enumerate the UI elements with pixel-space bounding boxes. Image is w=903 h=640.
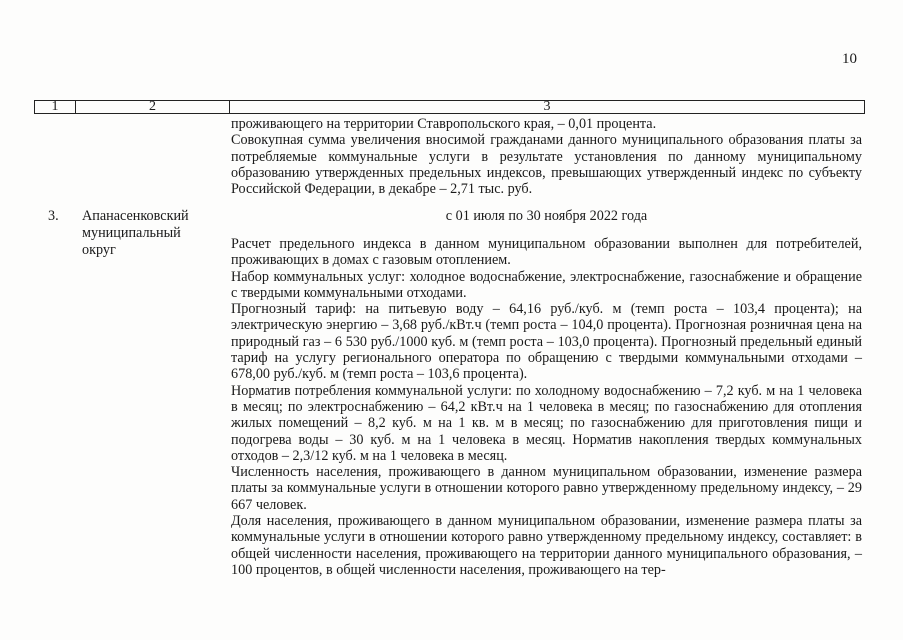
paragraph: Прогнозный тариф: на питьевую воду – 64,16 руб./куб. м (темп роста – 103,4 процента); на электрическую энергию – 3,68 руб./кВт.ч (темп роста – 104,0 процента). Прогнозная розничная цена на природный газ – 6 530 руб./1000 куб. м (темп роста – 103,0 процента). Прогнозный предельный единый тариф на услугу регионального оператора по обращению с твердыми коммунальными отходами – 678,00 руб./куб. м (темп роста – 103,6 процента). [231,301,862,383]
paragraph: Совокупная сумма увеличения вносимой гражданами данного муниципального образования платы за потребляемые коммунальные услуги в результате установления по данному муниципальному образованию утвержденных предельных индексов, превышающих утвержденный индекс по субъекту Российской Федерации, в декабре – 2,71 тыс. руб. [231,132,862,198]
municipality-name-line: муниципальный [82,225,181,241]
municipality-name-line: Апанасенковский [82,208,189,224]
paragraph: Набор коммунальных услуг: холодное водоснабжение, электроснабжение, газоснабжение и обращение с твердыми коммунальными отходами. [231,268,862,301]
header-col-3: 3 [543,99,551,114]
table-header-row [34,100,865,114]
period-heading: с 01 июля по 30 ноября 2022 года [445,208,648,224]
page-number: 10 [842,51,857,67]
paragraph: Норматив потребления коммунальной услуги: по холодному водоснабжению – 7,2 куб. м на 1 человека в месяц; по электроснабжению – 64,2 кВт.ч на 1 человека в месяц; по газоснабжению для отопления жилых помещений – 8,2 куб. м на 1 кв. м в месяц; по газоснабжению для приготовления пищи и подогрева воды – 30 куб. м на 1 человека в месяц. Норматив накопления твердых коммунальных отходов – 2,3/12 куб. м на 1 человека в месяц. [231,382,862,464]
paragraph: Расчет предельного индекса в данном муниципальном образовании выполнен для потребителей, проживающих в домах с газовым отоплением. [231,236,862,269]
row-description [231,236,862,578]
municipality-name [82,208,222,259]
continued-text-block [231,116,862,197]
municipality-name-line: округ [82,242,116,258]
header-col-1: 1 [35,101,76,113]
paragraph: Численность населения, проживающего в данном муниципальном образовании, изменение размера платы за коммунальные услуги в отношении которого равно утвержденному предельному индексу, – 29 667 человек. [231,464,862,513]
header-col-2: 2 [76,101,230,113]
row-number: 3. [48,208,59,224]
paragraph: проживающего на территории Ставропольского края, – 0,01 процента. [231,116,657,132]
paragraph: Доля населения, проживающего в данном муниципальном образовании, изменение размера платы за коммунальные услуги в отношении которого равно утвержденному предельному индексу, составляет: в общей численности населения, проживающего на территории данного муниципального образования, – 100 процентов, в общей численности населения, проживающего на тер- [231,513,862,578]
